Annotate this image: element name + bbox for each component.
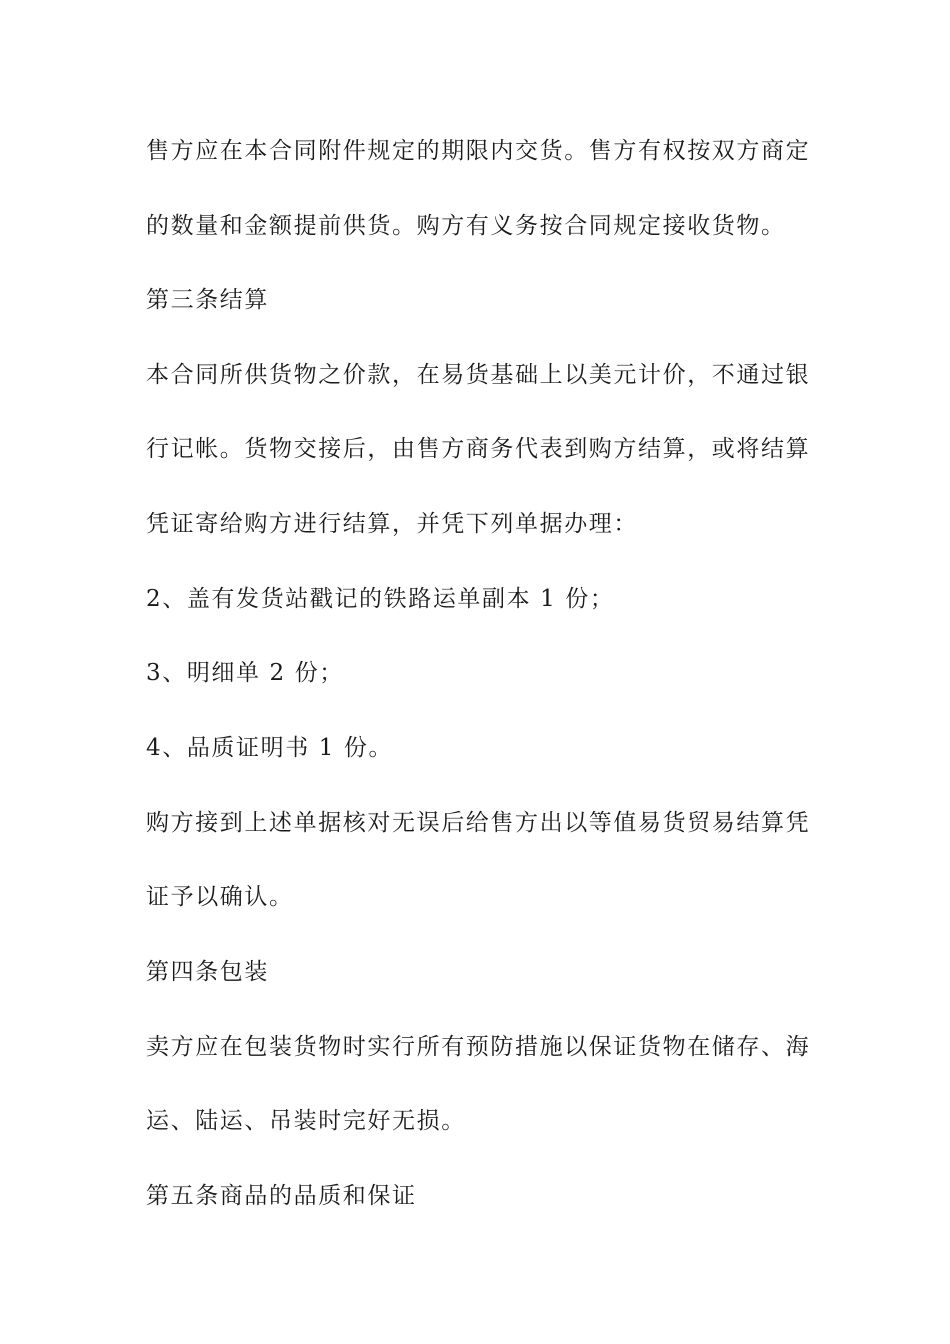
text-line: 凭证寄给购方进行结算，并凭下列单据办理： (146, 511, 638, 537)
list-item: 2、盖有发货站戳记的铁路运单副本 1 份； (146, 586, 615, 612)
section-heading: 第三条结算 (146, 287, 269, 313)
text-line: 证予以确认。 (146, 884, 294, 910)
text-line: 售方应在本合同附件规定的期限内交货。售方有权按双方商定 (146, 138, 811, 164)
text-line: 卖方应在包装货物时实行所有预防措施以保证货物在储存、海 (146, 1034, 811, 1060)
text-line: 购方接到上述单据核对无误后给售方出以等值易货贸易结算凭 (146, 810, 811, 836)
list-item: 4、品质证明书 1 份。 (146, 735, 394, 761)
text-line: 的数量和金额提前供货。购方有义务按合同规定接收货物。 (146, 213, 786, 239)
list-item: 3、明细单 2 份； (146, 660, 344, 686)
section-heading: 第四条包装 (146, 959, 269, 985)
text-line: 本合同所供货物之价款，在易货基础上以美元计价，不通过银 (146, 362, 811, 388)
section-heading: 第五条商品的品质和保证 (146, 1183, 417, 1209)
text-line: 行记帐。货物交接后，由售方商务代表到购方结算，或将结算 (146, 436, 811, 462)
text-line: 运、陆运、吊装时完好无损。 (146, 1108, 466, 1134)
